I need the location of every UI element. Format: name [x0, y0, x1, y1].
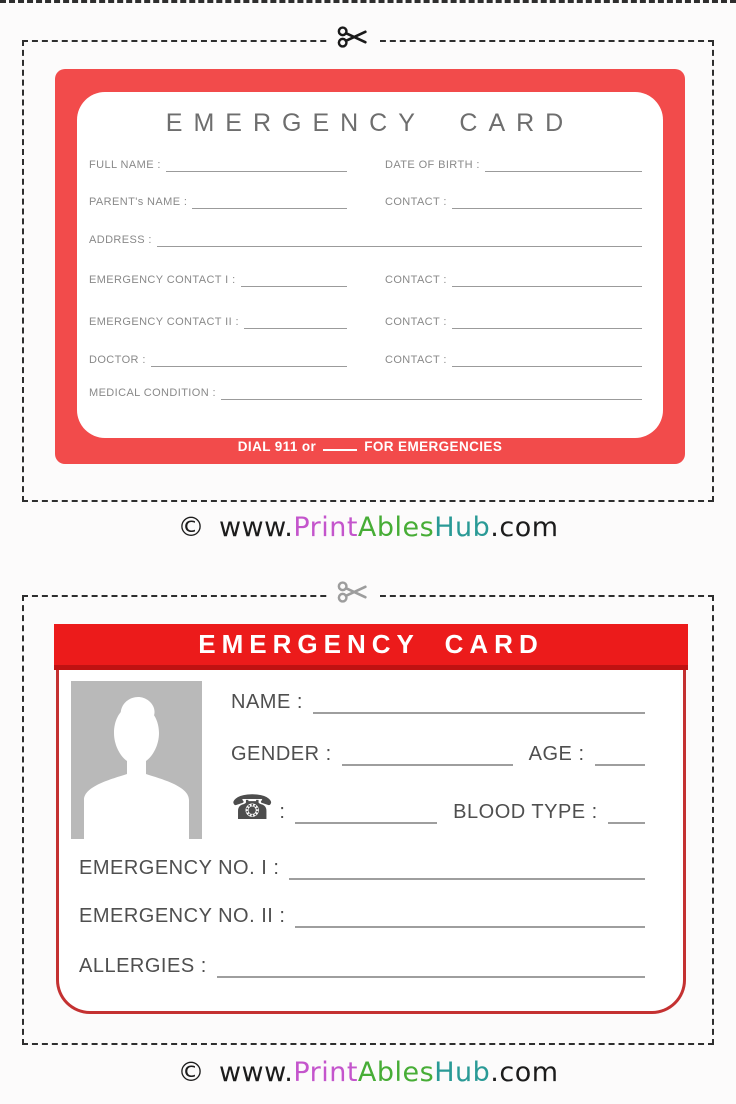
contact-blank	[452, 317, 642, 329]
emergency-card-landscape	[55, 69, 685, 464]
person-silhouette-icon	[71, 681, 202, 839]
emergency-no-1-label: EMERGENCY NO. I :	[79, 857, 280, 879]
contact-blank	[452, 275, 642, 287]
cut-frame-card2	[22, 595, 714, 1045]
phone-blank	[295, 810, 437, 824]
card1-footer-dial-911	[55, 439, 685, 460]
name-label: NAME :	[231, 691, 303, 713]
card2-row-name	[231, 686, 645, 714]
contact-label: CONTACT :	[385, 195, 447, 208]
medical-condition-label: MEDICAL CONDITION :	[89, 386, 216, 399]
emergency-contact-1-label: EMERGENCY CONTACT I :	[89, 273, 236, 286]
watermark-print: Print	[293, 1057, 358, 1088]
phone-separator: :	[279, 801, 285, 823]
address-label: ADDRESS :	[89, 233, 152, 246]
footer-post-text: FOR EMERGENCIES	[364, 439, 503, 454]
card2-row-emergency2	[79, 900, 645, 928]
photo-placeholder	[71, 681, 202, 839]
address-blank	[157, 235, 642, 247]
copyright-icon: ©	[177, 512, 205, 543]
date-of-birth-label: DATE OF BIRTH :	[385, 158, 480, 171]
copyright-icon: ©	[177, 1057, 205, 1088]
watermark-www: www.	[218, 1057, 294, 1088]
watermark-print: Print	[293, 512, 358, 543]
card1-title: EMERGENCY CARD	[165, 109, 575, 137]
emergency-card-portrait-body	[56, 670, 686, 1014]
emergency-contact-2-blank	[244, 317, 347, 329]
emergency-contact-1-blank	[241, 275, 347, 287]
emergency-no-1-blank	[289, 866, 645, 880]
emergency-no-2-blank	[295, 914, 645, 928]
age-label: AGE :	[528, 743, 585, 765]
blood-type-label: BLOOD TYPE :	[453, 801, 598, 823]
allergies-blank	[217, 964, 645, 978]
watermark-ables: Ables	[357, 512, 435, 543]
parent-name-blank	[192, 197, 347, 209]
watermark-printableshub	[0, 512, 736, 543]
gender-blank	[342, 752, 513, 766]
card1-row-emergency1	[89, 270, 642, 287]
full-name-label: FULL NAME :	[89, 158, 161, 171]
card2-row-emergency1	[79, 852, 645, 880]
watermark-ables: Ables	[357, 1057, 435, 1088]
card2-row-phone-blood	[231, 788, 645, 829]
card1-row-emergency2	[89, 312, 642, 329]
age-blank	[595, 752, 645, 766]
blood-type-blank	[608, 810, 645, 824]
watermark-com: .com	[490, 1057, 559, 1088]
watermark-printableshub	[0, 1057, 736, 1088]
gender-label: GENDER :	[231, 743, 332, 765]
watermark-com: .com	[490, 512, 559, 543]
contact-blank	[452, 197, 642, 209]
card1-white-panel	[77, 92, 663, 438]
scissors-icon	[328, 24, 380, 50]
full-name-blank	[166, 160, 347, 172]
cut-line-top	[0, 0, 736, 3]
contact-label: CONTACT :	[385, 315, 447, 328]
parent-name-label: PARENT's NAME :	[89, 195, 188, 208]
telephone-icon: ☎	[231, 788, 274, 829]
footer-number-blank	[323, 440, 357, 451]
doctor-label: DOCTOR :	[89, 353, 146, 366]
card2-header	[54, 624, 688, 670]
card1-row-doctor	[89, 350, 642, 367]
contact-label: CONTACT :	[385, 273, 447, 286]
watermark-hub: Hub	[434, 512, 491, 543]
scissors-icon	[328, 579, 380, 605]
contact-label: CONTACT :	[385, 353, 447, 366]
cut-frame-card1	[22, 40, 714, 502]
footer-pre-text: DIAL 911 or	[237, 439, 317, 454]
emergency-no-2-label: EMERGENCY NO. II :	[79, 905, 286, 927]
card1-row-medical-condition	[89, 383, 642, 400]
emergency-contact-2-label: EMERGENCY CONTACT II :	[89, 315, 239, 328]
card1-row-name-dob	[89, 155, 642, 172]
card2-title: EMERGENCY CARD	[198, 629, 544, 659]
name-blank	[313, 700, 645, 714]
watermark-www: www.	[218, 512, 294, 543]
card1-row-address	[89, 230, 642, 247]
card2-row-allergies	[79, 950, 645, 978]
contact-blank	[452, 355, 642, 367]
allergies-label: ALLERGIES :	[79, 955, 207, 977]
doctor-blank	[151, 355, 347, 367]
card1-row-parent-contact	[89, 192, 642, 209]
date-of-birth-blank	[485, 160, 642, 172]
medical-condition-blank	[221, 388, 642, 400]
watermark-hub: Hub	[434, 1057, 491, 1088]
card2-row-gender-age	[231, 738, 645, 766]
